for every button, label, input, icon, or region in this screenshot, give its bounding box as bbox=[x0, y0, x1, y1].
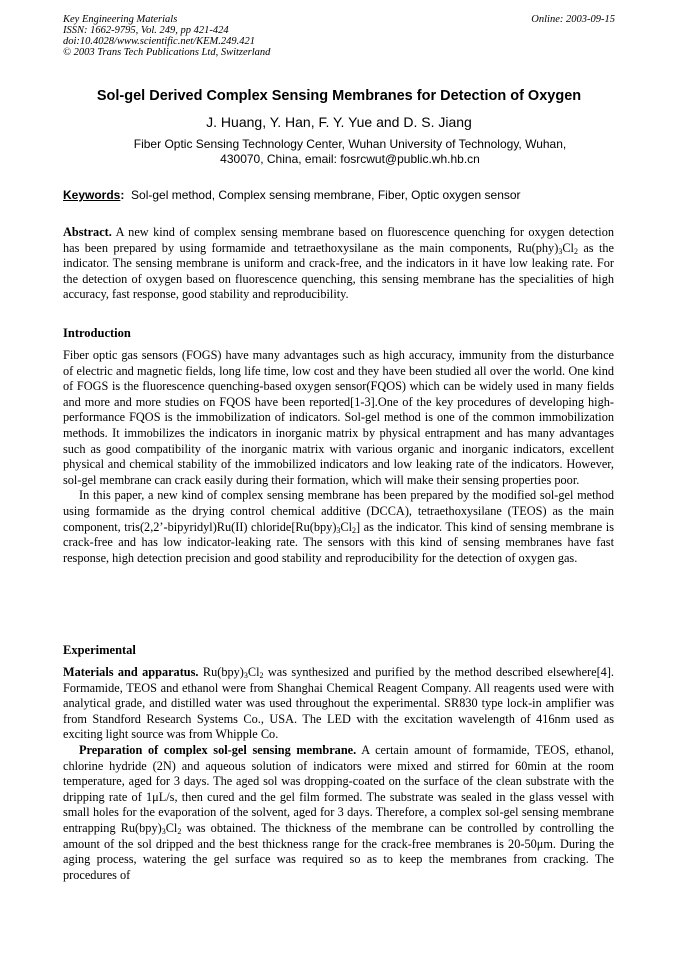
experimental-body bbox=[63, 665, 614, 883]
paragraph bbox=[63, 743, 614, 883]
subscript: 3 bbox=[243, 671, 248, 680]
online-date: Online: 2003-09-15 bbox=[531, 14, 615, 25]
subscript: 2 bbox=[259, 671, 264, 680]
subscript: 3 bbox=[161, 826, 166, 836]
paragraph-text: A certain amount of formamide, TEOS, ethanol, chlorine hydride (2N) and aqueous solution of indicators were mixed and stirred for 60min at the room temperature, aged for 3 days. The aged sol was dropping-coated on the surface of the clean substrate with the dripping rate of 1μL/s, then cured and the gel film formed. The substrate was sealed in the glass vessel with small holes for the evaporation of the solvent, aged for 3 days. Therefore, a complex sol-gel sensing membrane entrapping Ru(bpy) bbox=[63, 742, 614, 835]
paper-title: Sol-gel Derived Complex Sensing Membranes for Detection of Oxygen bbox=[96, 88, 582, 104]
section-heading-experimental: Experimental bbox=[63, 643, 136, 657]
abstract bbox=[63, 225, 614, 303]
abstract-text: A new kind of complex sensing membrane based on fluorescence quenching for oxygen detection has been prepared by using formamide and tetraethoxysilane as the main components, Ru(phy) bbox=[63, 225, 614, 255]
subscript: 2 bbox=[352, 525, 357, 535]
journal-header bbox=[63, 14, 270, 58]
paragraph-text: In this paper, a new kind of complex sensing membrane has been prepared by the modified sol-gel method using formamide as the drying control chemical additive (DCCA), tetraethoxysilane (TEOS) as the main component, tris(2,2’-bipyridyl)Ru(II) chloride[Ru(bpy) bbox=[63, 488, 614, 534]
subheading-materials: Materials and apparatus. bbox=[63, 665, 199, 679]
keywords-label: Keywords bbox=[63, 188, 121, 202]
paragraph-text: Ru(bpy) bbox=[202, 665, 244, 679]
keywords-text: Sol-gel method, Complex sensing membrane, Fiber, Optic oxygen sensor bbox=[131, 188, 521, 202]
abstract-text: as the indicator. The sensing membrane is uniform and crack-free, and the indicators in it have low leaking rate. For the detection of oxygen based on fluorescence quenching, this sensing membrane has the specialities of high accuracy, fast response, good stability and reproducibility. bbox=[63, 240, 615, 302]
affiliation-line: Fiber Optic Sensing Technology Center, Wuhan University of Technology, Wuhan, bbox=[133, 137, 567, 151]
copyright-line: © 2003 Trans Tech Publications Ltd, Switzerland bbox=[63, 47, 271, 58]
paragraph-text: was obtained. The thickness of the membrane can be controlled by controlling the amount of the sol dripped and the best thickness range for the crack-free membranes is 20-50μm. During the aging process, watering the gel surface was required so as to keep the membranes from cracking. The procedures of bbox=[63, 820, 614, 882]
formula-text: Cl bbox=[562, 240, 574, 255]
journal-name: Key Engineering Materials bbox=[63, 14, 178, 25]
formula-text: Cl bbox=[165, 820, 178, 835]
subscript: 3 bbox=[336, 525, 341, 535]
affiliation bbox=[110, 137, 590, 167]
affiliation-line: 430070, China, email: fosrcwut@public.wh.hb.cn bbox=[220, 152, 480, 166]
paragraph bbox=[63, 488, 614, 566]
paragraph: Fiber optic gas sensors (FOGS) have many advantages such as high accuracy, immunity from the disturbance of electric and magnetic fields, long life time, low cost and they have been studied all over the world. One kind of FOGS is the fluorescence quenching-based oxygen sensor(FQOS) which can be widely used in many fields and more and more studies on FQOS have been reported[1-3].One of the key procedures of developing high-performance FQOS is the immobilization of indicators. Sol-gel method is one of the common immobilization methods. It immobilizes the indicators in inorganic matrix by physical entrapment and has many advantages such as good compatibility of the inorganic matrix with various organic and inorganic indicators, excellent physical and chemical stability of the immobilized indicators and low leaking rate of the indicators. However, sol-gel membrane can crack easily during their formation, which will make their sensing properties poor. bbox=[63, 348, 614, 487]
introduction-body bbox=[63, 348, 614, 566]
subscript: 2 bbox=[177, 826, 182, 836]
paragraph bbox=[63, 665, 614, 743]
keywords: Keywords: Sol-gel method, Complex sensing membrane, Fiber, Optic oxygen sensor bbox=[63, 188, 521, 202]
subheading-preparation: Preparation of complex sol-gel sensing membrane. bbox=[79, 742, 357, 757]
author-list: J. Huang, Y. Han, F. Y. Yue and D. S. Jiang bbox=[206, 114, 472, 130]
issn-line: ISSN: 1662-9795, Vol. 249, pp 421-424 bbox=[63, 25, 229, 36]
subscript: 3 bbox=[558, 246, 563, 256]
formula-text: Cl bbox=[340, 519, 353, 534]
abstract-label: Abstract. bbox=[63, 225, 112, 239]
formula-text: Cl bbox=[247, 665, 260, 679]
paragraph-text: was synthesized and purified by the method described elsewhere[4]. Formamide, TEOS and ethanol were from Shanghai Chemical Reagent Company. All reagents used were with analytical grade, and distilled water was used throughout the experimental. SR830 type lock-in amplifier was from Standford Research Systems Co., USA. The LED with the excitation wavelength of 416nm used as exciting light source was from Whipple Co. bbox=[63, 665, 615, 742]
paragraph-text: ] as the indicator. This kind of sensing membrane is crack-free and has low indicator-leaking rate. The sensors with this kind of sensing membranes have fast response, high detection precision and good stability and reproducibility for the detection of oxygen gas. bbox=[63, 519, 614, 565]
doi-line[interactable]: doi:10.4028/www.scientific.net/KEM.249.421 bbox=[63, 36, 255, 47]
section-heading-introduction: Introduction bbox=[63, 326, 131, 340]
subscript: 2 bbox=[573, 246, 578, 256]
